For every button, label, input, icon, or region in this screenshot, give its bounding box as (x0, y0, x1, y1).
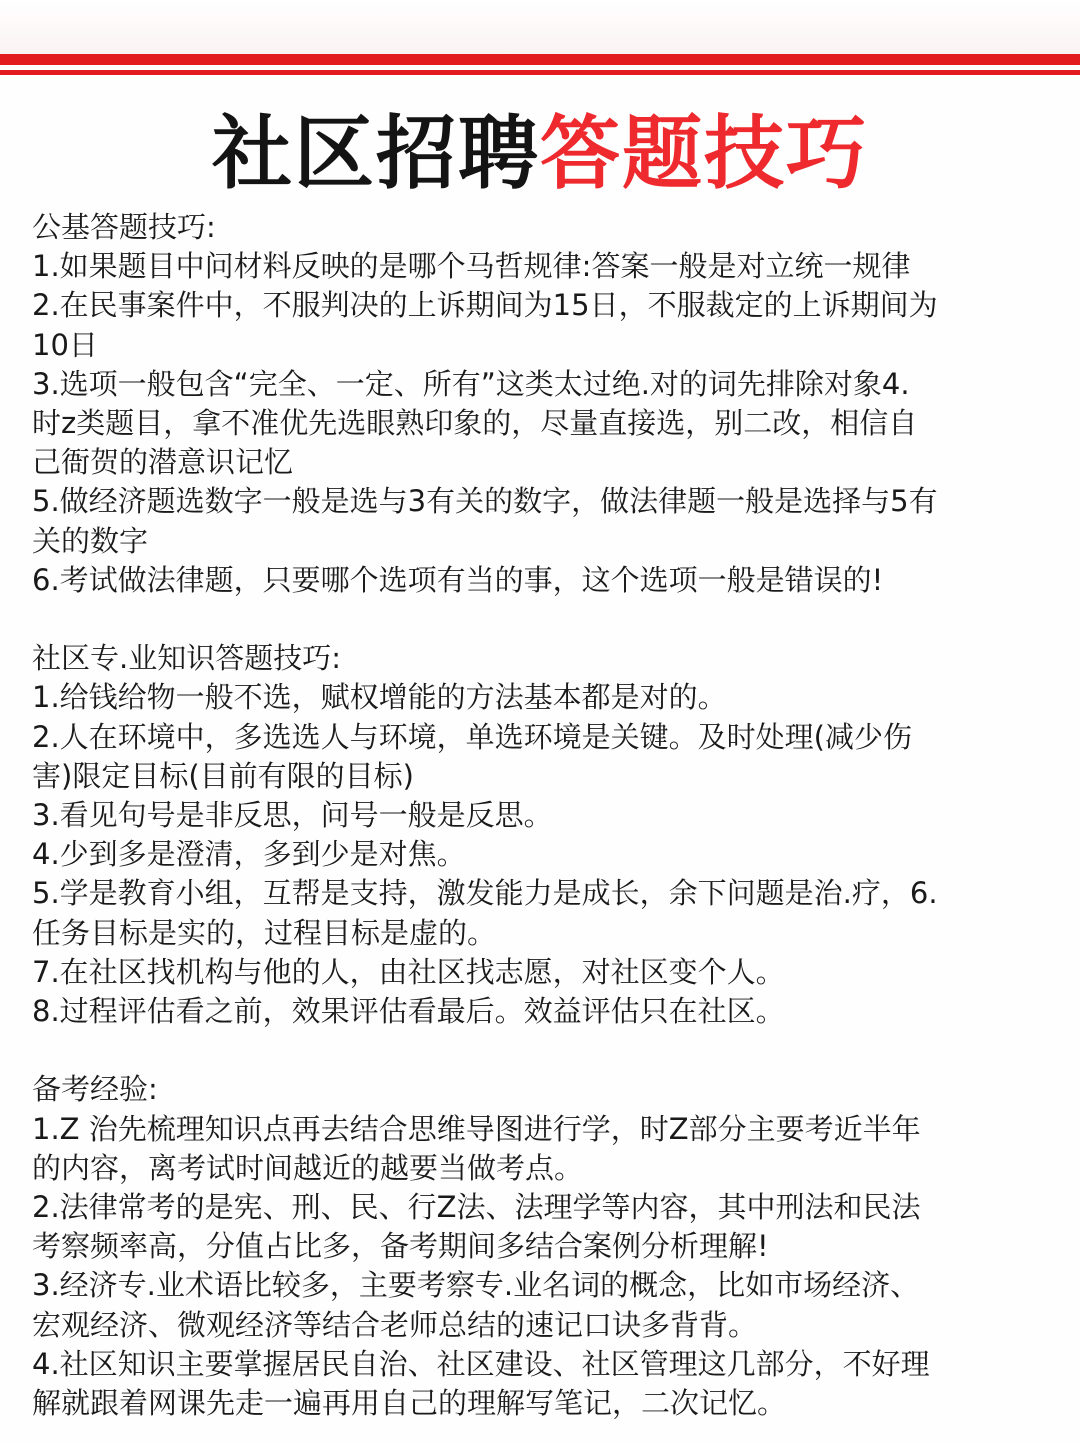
section-line: 3.选项一般包含“完全、一定、所有”这类太过绝.对的词先排除对象4. (32, 366, 910, 401)
section-3 (32, 1070, 1052, 1423)
section-line: 7.在社区找机构与他的人，由社区找志愿，对社区变个人。 (32, 954, 785, 989)
section-heading: 公基答题技巧: (32, 210, 216, 244)
section-2 (32, 639, 1052, 1031)
page-title-red: 答题技巧 (540, 107, 868, 200)
section-heading: 备考经验: (32, 1072, 158, 1107)
section-line: 时z类题目，拿不准优先选眼熟印象的，尽量直接选，别二改，相信自 (32, 406, 918, 441)
red-stripe-thick (0, 54, 1080, 65)
section-line: 关的数字 (32, 523, 149, 558)
section-line: 解就跟着网课先走一遍再用自己的理解写笔记，二次记忆。 (32, 1386, 787, 1421)
section-line: 2.人在环境中，多选选人与环境，单选环境是关键。及时处理(减少伤 (32, 719, 912, 754)
section-line: 4.少到多是澄清，多到少是对焦。 (32, 837, 466, 872)
section-line: 3.看见句号是非反思，问号一般是反思。 (32, 798, 553, 833)
section-line: 的内容，离考试时间越近的越要当做考点。 (32, 1150, 584, 1185)
section-line: 宏观经济、微观经济等结合老师总结的速记口诀多背背。 (32, 1307, 758, 1342)
section-line: 害)限定目标(目前有限的目标) (32, 758, 414, 793)
section-line: 5.学是教育小组，互帮是支持，激发能力是成长，余下问题是治.疗，6. (32, 876, 938, 911)
section-line: 考察频率高，分值占比多，备考期间多结合案例分析理解! (32, 1229, 769, 1264)
section-heading: 社区专.业知识答题技巧: (32, 641, 341, 676)
section-line: 5.做经济题选数字一般是选与3有关的数字，做法律题一般是选择与5有 (32, 484, 938, 519)
red-stripe-thin (0, 70, 1080, 75)
section-line: 己衙贺的潜意识记忆 (32, 445, 294, 480)
section-1 (32, 208, 1052, 600)
section-line: 2.法律常考的是宪、刑、民、行Z法、法理学等内容，其中刑法和民法 (32, 1190, 921, 1225)
section-line: 8.过程评估看之前，效果评估看最后。效益评估只在社区。 (32, 994, 785, 1029)
section-line: 1.Z 治先梳理知识点再去结合思维导图进行学，时Z部分主要考近半年 (32, 1111, 921, 1146)
section-line: 3.经济专.业术语比较多，主要考察专.业名词的概念，比如市场经济、 (32, 1268, 920, 1303)
section-line: 1.如果题目中问材料反映的是哪个马哲规律:答案一般是对立统一规律 (32, 249, 911, 284)
page-title-black: 社区招聘 (212, 107, 540, 200)
section-line: 4.社区知识主要掌握居民自治、社区建设、社区管理这几部分，不好理 (32, 1346, 930, 1381)
section-line: 10日 (32, 327, 98, 362)
top-stripe-background (0, 0, 1080, 54)
section-line: 任务目标是实的，过程目标是虚的。 (32, 915, 497, 950)
section-line: 2.在民事案件中，不服判决的上诉期间为15日，不服裁定的上诉期间为 (32, 288, 938, 323)
page-title (0, 106, 1080, 202)
section-line: 6.考试做法律题，只要哪个选项有当的事，这个选项一般是错误的! (32, 562, 884, 597)
section-line: 1.给钱给物一般不选，赋权增能的方法基本都是对的。 (32, 680, 727, 715)
article-body (32, 208, 1052, 1423)
